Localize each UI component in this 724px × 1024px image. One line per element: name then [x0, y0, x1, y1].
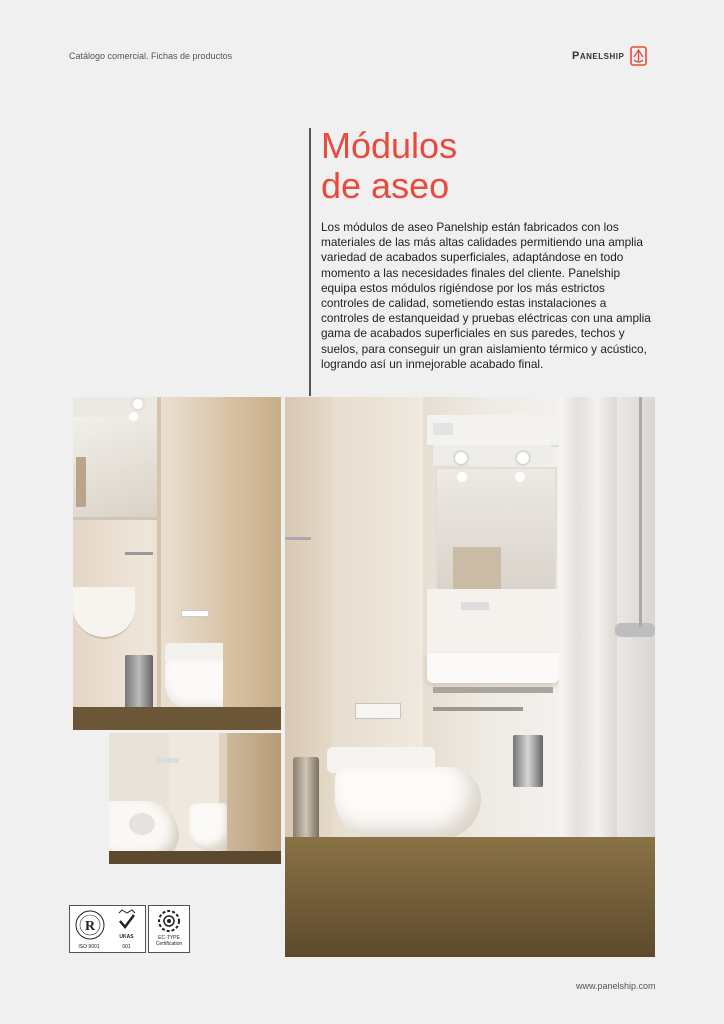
- ukas-number: 001: [122, 944, 131, 950]
- title-line-1: Módulos: [321, 125, 458, 166]
- ukas-label: UKAS: [119, 934, 134, 940]
- ec-type-certification-badge: [148, 905, 190, 953]
- title-divider: [309, 128, 311, 396]
- brand-name: Panelship: [572, 50, 625, 62]
- website-link[interactable]: www.panelship.com: [576, 981, 656, 991]
- description-paragraph: Los módulos de aseo Panelship están fabricados con los materiales de las más altas calidades permitiendo una amplia variedad de acabados superficiales, adaptándose en todo momento a las necesidades finales del cliente. Panelship equipa estos módulos rigiéndose por los más estrictos controles de calidad, sometiendo estas instalaciones a controles de estanqueidad y pruebas eléctricas con una amplia gama de acabados superficiales en sus paredes, techos y suelos, para conseguir un gran aislamiento térmico y acústico, logrando así un inmejorable acabado final.: [321, 220, 651, 371]
- title-line-2: de aseo: [321, 165, 450, 206]
- catalog-label: Catálogo comercial. Fichas de productos: [69, 51, 233, 61]
- bathroom-photo-1: [73, 397, 281, 730]
- iso-label: ISO 9001: [78, 944, 100, 950]
- ec-type-line-2: Certification: [155, 941, 183, 947]
- quality-register-icon: [74, 909, 106, 941]
- ship-logo-icon: [630, 46, 647, 66]
- ec-type-line-1: EC-TYPE: [158, 935, 180, 941]
- iso-ukas-certification-badge: [69, 905, 146, 953]
- page-title: [321, 126, 457, 206]
- brand-logo: [572, 46, 647, 66]
- gear-seal-icon: [157, 909, 181, 933]
- bathroom-photo-main: [285, 397, 655, 957]
- ukas-crown-check-icon: [114, 909, 140, 933]
- svg-text:R: R: [84, 919, 96, 934]
- bathroom-photo-2: [109, 733, 281, 864]
